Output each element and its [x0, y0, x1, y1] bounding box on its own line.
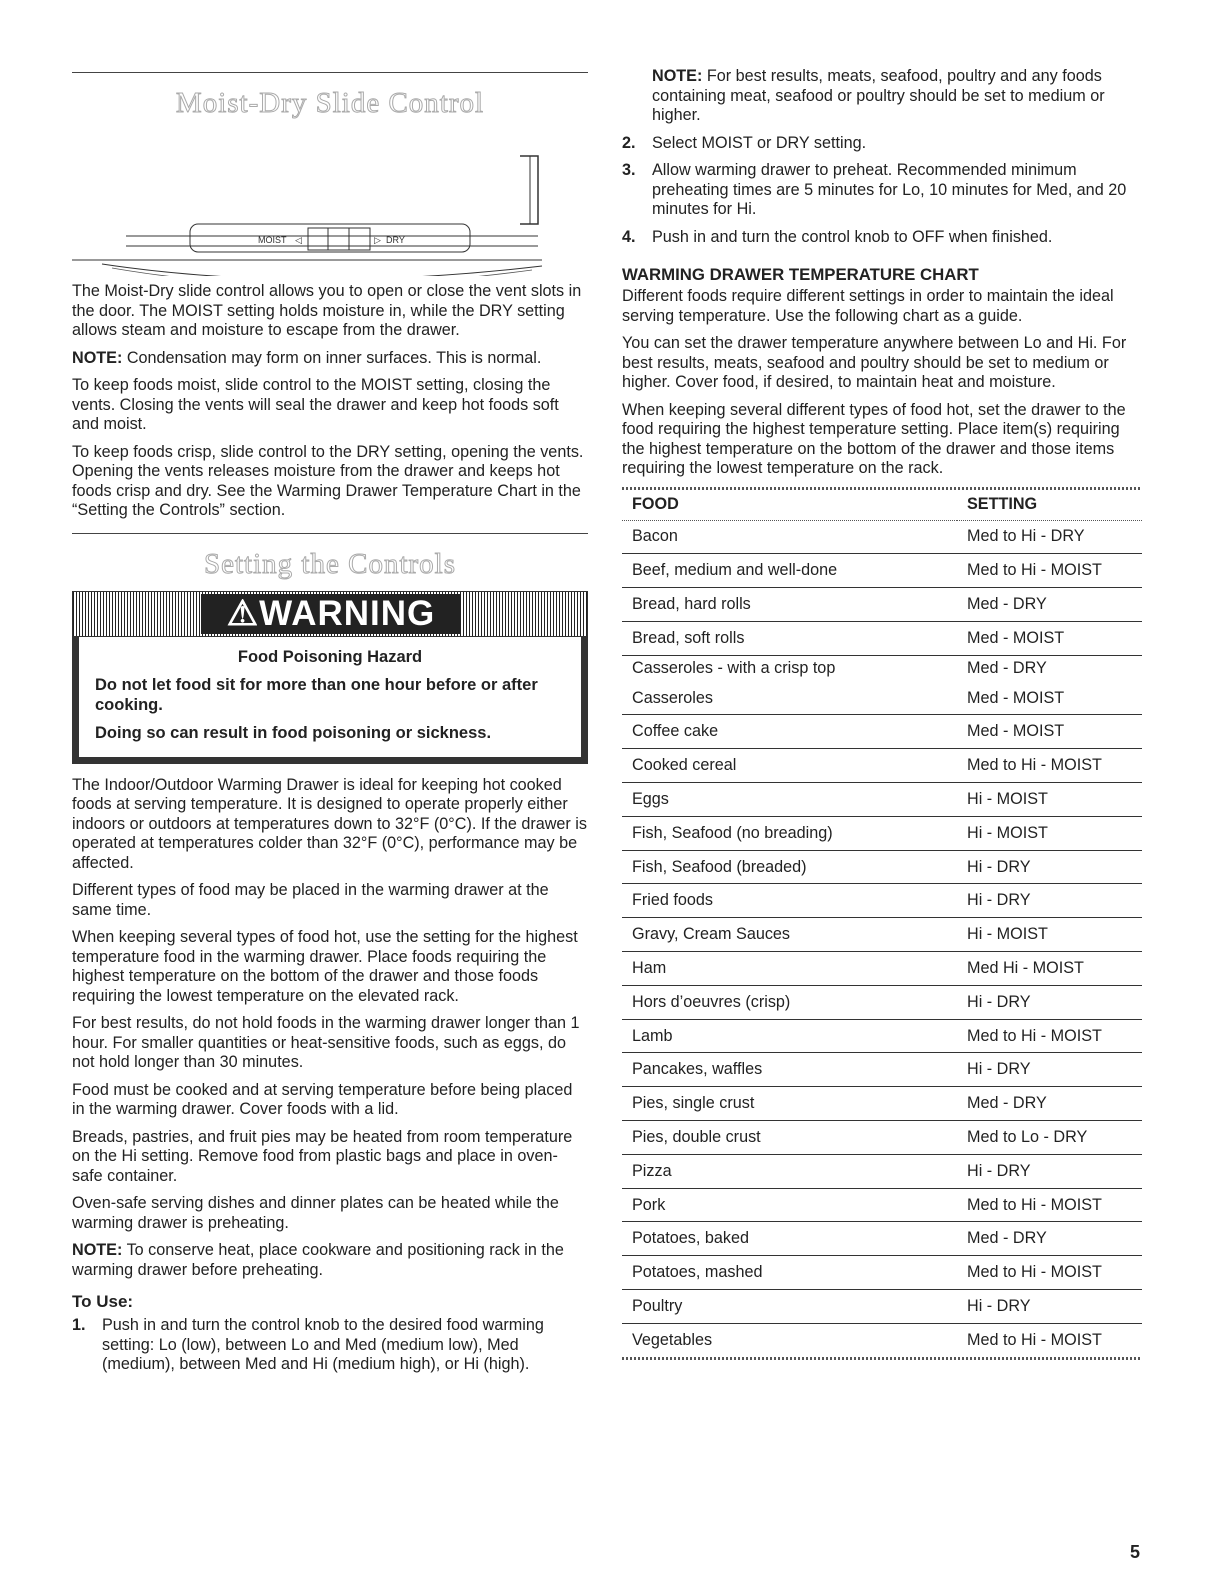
table-row [622, 588, 1142, 622]
setting-cell: Med - DRY [957, 1087, 1142, 1121]
warning-label [201, 594, 461, 634]
table-row [622, 1290, 1142, 1324]
controls-para-3: When keeping several types of food hot, use the setting for the highest temperature food in the warming drawer. Place foods requiring the highest temperature on the bottom of the drawer and those foods requiring the lowest temperature on the elevated rack. [72, 928, 578, 1005]
step-text: Allow warming drawer to preheat. Recommended minimum preheating times are 5 minutes for Lo, 10 minutes for Med, and 20 minutes for Hi. [652, 161, 1127, 218]
controls-para-5: Food must be cooked and at serving temperature before being placed in the warming drawer. Cover foods with a lid. [72, 1080, 573, 1118]
table-row [622, 1188, 1142, 1222]
controls-para-2: Different types of food may be placed in the warming drawer at the same time. [72, 881, 549, 919]
note-label: NOTE: [652, 67, 703, 85]
setting-cell: Med - DRY [957, 1222, 1142, 1256]
setting-cell: Hi - MOIST [957, 783, 1142, 817]
table-row [622, 1087, 1142, 1121]
food-cell: Casseroles - with a crisp top [632, 659, 836, 678]
table-row [622, 1053, 1142, 1087]
table-header-row [622, 490, 1142, 521]
setting-cell: Med to Hi - MOIST [967, 1330, 1102, 1349]
setting-cell: Med - DRY [957, 588, 1142, 622]
table-row [622, 918, 1142, 952]
steps-list [72, 1316, 588, 1375]
food-cell: Pork [622, 1188, 957, 1222]
table-row [622, 749, 1142, 783]
to-use-heading: To Use: [72, 1292, 134, 1311]
diagram-moist-label: MOIST [258, 235, 287, 245]
setting-cell: Med to Hi - MOIST [957, 749, 1142, 783]
setting-cell: Med to Hi - MOIST [957, 1019, 1142, 1053]
setting-cell: Hi - DRY [957, 985, 1142, 1019]
step-4 [622, 228, 1142, 248]
table-row [622, 621, 1142, 655]
setting-cell: Hi - DRY [957, 850, 1142, 884]
warning-triangle-icon: ⚠ [226, 593, 260, 633]
setting-cell: Hi - DRY [957, 1290, 1142, 1324]
setting-cell: Med to Hi - MOIST [957, 1256, 1142, 1290]
table-row [622, 952, 1142, 986]
setting-cell: Hi - DRY [957, 1154, 1142, 1188]
setting-cell: Med to Hi - MOIST [957, 1188, 1142, 1222]
table-row [622, 1121, 1142, 1155]
food-cell: Pancakes, waffles [622, 1053, 957, 1087]
setting-cell: Hi - DRY [957, 1053, 1142, 1087]
steps-list-cont [622, 134, 1142, 248]
step-2 [622, 134, 1142, 154]
food-cell: Poultry [622, 1290, 957, 1324]
table-row [622, 1323, 1142, 1356]
step-number: 4. [622, 227, 636, 246]
svg-text:◁: ◁ [295, 236, 302, 246]
food-cell: Fish, Seafood (no breading) [622, 816, 957, 850]
table-row [622, 816, 1142, 850]
food-cell: Casseroles [622, 682, 957, 715]
food-cell: Potatoes, mashed [622, 1256, 957, 1290]
setting-cell: Hi - DRY [957, 884, 1142, 918]
note-text: For best results, meats, seafood, poultry and any foods containing meat, seafood or poultry should be set to medium or higher. [652, 67, 1105, 124]
food-cell: Pies, single crust [622, 1087, 957, 1121]
header-food: FOOD [632, 495, 679, 513]
step-number: 2. [622, 133, 636, 152]
setting-cell: Hi - MOIST [957, 816, 1142, 850]
diagram-dry-label: DRY [386, 235, 405, 245]
table-row [622, 985, 1142, 1019]
food-cell: Fried foods [622, 884, 957, 918]
table-row [622, 520, 1142, 554]
food-cell: Ham [622, 952, 957, 986]
food-cell: Eggs [622, 783, 957, 817]
food-cell: Vegetables [632, 1330, 713, 1349]
controls-para-1: The Indoor/Outdoor Warming Drawer is ideal for keeping hot cooked foods at serving temperature. It is designed to operate properly either indoors or outdoors at temperatures down to 32°F (0°C). If the drawer is operated at temperatures colder than 32°F (0°C), performance may be affected. [72, 775, 587, 872]
controls-note [72, 1241, 588, 1280]
note-label: NOTE: [72, 1241, 123, 1259]
setting-cell: Med - MOIST [957, 715, 1142, 749]
note-text: Condensation may form on inner surfaces. This is normal. [122, 348, 542, 367]
right-column [622, 0, 1142, 1360]
warning-text: WARNING [259, 593, 436, 633]
table-row [622, 1019, 1142, 1053]
warning-line-1: Do not let food sit for more than one hour before or after cooking. [95, 675, 538, 714]
moist-dry-para-3: To keep foods crisp, slide control to the DRY setting, opening the vents. Opening the vents releases moisture from the drawer and keeps hot foods crisp and dry. See the Warming Drawer Temperature Chart in the “Setting the Controls” section. [72, 442, 584, 519]
setting-cell: Med to Hi - DRY [957, 520, 1142, 554]
step-note [622, 67, 1142, 126]
setting-cell: Hi - MOIST [957, 918, 1142, 952]
left-column [72, 0, 588, 1383]
setting-cell: Med Hi - MOIST [957, 952, 1142, 986]
setting-controls-title: Setting the Controls [204, 547, 456, 580]
table-row [622, 1256, 1142, 1290]
table-row [622, 655, 1142, 682]
chart-title: WARMING DRAWER TEMPERATURE CHART [622, 265, 979, 284]
food-cell: Bacon [622, 520, 957, 554]
temperature-table [622, 490, 1142, 1357]
warning-box [72, 591, 588, 764]
setting-cell: Med to Lo - DRY [957, 1121, 1142, 1155]
moist-dry-note [72, 349, 588, 369]
page-number: 5 [1130, 1542, 1141, 1562]
chart-para-1: Different foods require different settings in order to maintain the ideal serving temperature. Use the following chart as a guide. [622, 287, 1114, 325]
table-row [622, 783, 1142, 817]
food-cell: Pizza [622, 1154, 957, 1188]
table-row [622, 1222, 1142, 1256]
food-cell: Hors d’oeuvres (crisp) [622, 985, 957, 1019]
moist-dry-para-1: The Moist-Dry slide control allows you to open or close the vent slots in the door. The MOIST setting holds moisture in, while the DRY setting allows steam and moisture to escape from the drawer. [72, 282, 582, 339]
table-row [622, 1154, 1142, 1188]
food-cell: Bread, hard rolls [622, 588, 957, 622]
note-text: To conserve heat, place cookware and positioning rack in the warming drawer before preheating. [72, 1241, 564, 1279]
table-body [622, 520, 1142, 1357]
chart-para-2: You can set the drawer temperature anywhere between Lo and Hi. For best results, meats, seafood and poultry should be set to medium or higher. Cover food, if desired, to maintain heat and moisture. [622, 334, 1127, 391]
food-cell: Gravy, Cream Sauces [622, 918, 957, 952]
moist-dry-title: Moist-Dry Slide Control [175, 87, 485, 119]
setting-cell: Med - DRY [967, 659, 1047, 678]
table-row [622, 884, 1142, 918]
chart-para-3: When keeping several different types of food hot, set the drawer to the food requiring the highest temperature setting. Place item(s) requiring the highest temperature on the bottom of the drawer and those items requiring the lowest temperature on the rack. [622, 400, 1126, 477]
table-row [622, 850, 1142, 884]
svg-text:▷: ▷ [374, 236, 381, 246]
note-label: NOTE: [72, 348, 123, 367]
controls-para-4: For best results, do not hold foods in the warming drawer longer than 1 hour. For smaller quantities or heat-sensitive foods, such as eggs, do not hold longer than 30 minutes. [72, 1014, 580, 1071]
step-1 [72, 1316, 588, 1375]
table-bottom-rule [622, 1357, 1142, 1360]
setting-cell: Med - MOIST [957, 682, 1142, 715]
controls-para-7: Oven-safe serving dishes and dinner plates can be heated while the warming drawer is preheating. [72, 1194, 559, 1232]
setting-cell: Med to Hi - MOIST [957, 554, 1142, 588]
header-setting: SETTING [967, 495, 1038, 513]
food-cell: Coffee cake [622, 715, 957, 749]
food-cell: Bread, soft rolls [622, 621, 957, 655]
food-cell: Fish, Seafood (breaded) [622, 850, 957, 884]
table-row [622, 682, 1142, 715]
controls-para-6: Breads, pastries, and fruit pies may be heated from room temperature on the Hi setting. Remove food from plastic bags and place in oven-safe container. [72, 1127, 573, 1185]
step-text: Push in and turn the control knob to the desired food warming setting: Lo (low), between Lo and Med (medium low), Med (medium), between Med and Hi (medium high), or Hi (high). [102, 1316, 544, 1373]
food-cell: Lamb [622, 1019, 957, 1053]
setting-cell: Med - MOIST [957, 621, 1142, 655]
step-text: Select MOIST or DRY setting. [652, 133, 867, 152]
warning-line-2: Doing so can result in food poisoning or sickness. [95, 723, 492, 742]
food-cell: Potatoes, baked [622, 1222, 957, 1256]
food-cell: Beef, medium and well-done [622, 554, 957, 588]
table-row [622, 554, 1142, 588]
step-text: Push in and turn the control knob to OFF when finished. [652, 227, 1053, 246]
food-cell: Pies, double crust [622, 1121, 957, 1155]
table-row [622, 715, 1142, 749]
moist-dry-para-2: To keep foods moist, slide control to the MOIST setting, closing the vents. Closing the vents will seal the drawer and keep hot foods soft and moist. [72, 376, 559, 433]
section-rule [72, 72, 588, 73]
step-3 [622, 161, 1142, 220]
step-number: 3. [622, 161, 636, 179]
section-rule [72, 533, 588, 534]
warning-header [72, 591, 588, 637]
food-cell: Cooked cereal [622, 749, 957, 783]
warning-hazard: Food Poisoning Hazard [237, 647, 423, 666]
warning-body [72, 637, 588, 764]
step-number: 1. [72, 1316, 86, 1334]
moist-dry-diagram [72, 126, 588, 276]
